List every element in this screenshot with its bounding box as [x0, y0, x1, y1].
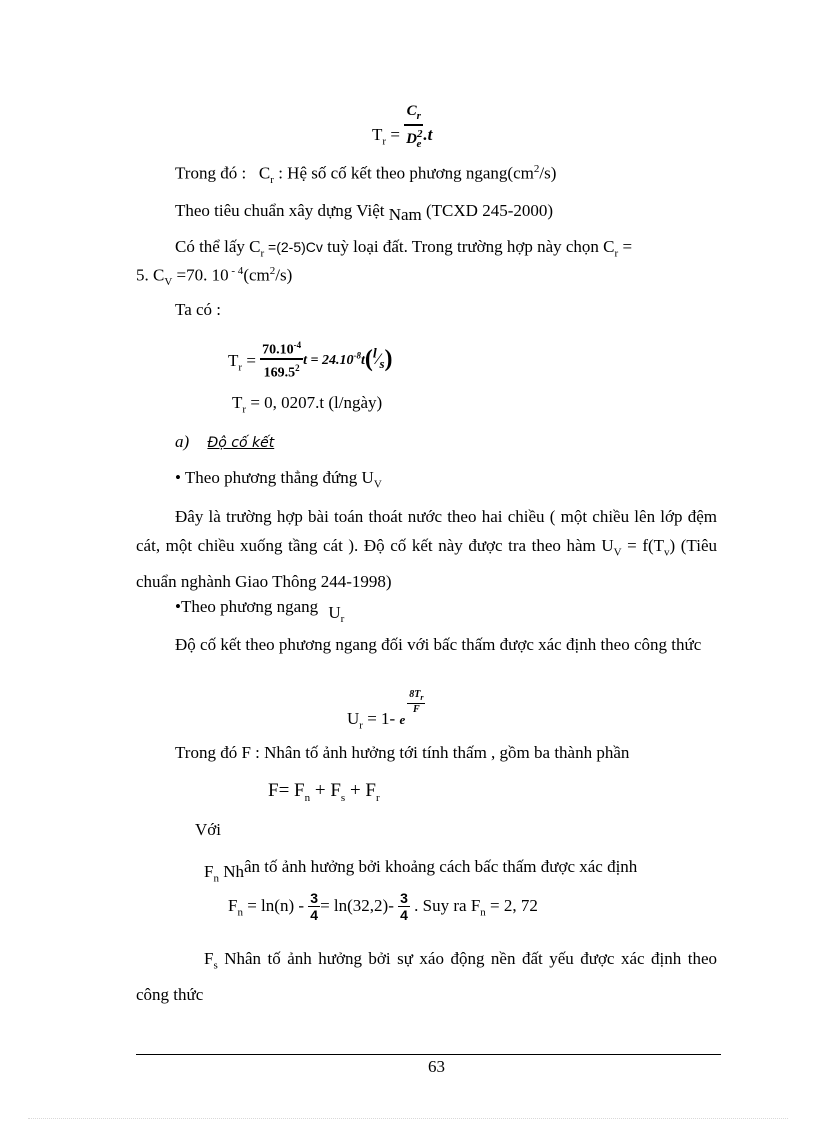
f-definition-line: Trong đó F : Nhân tố ảnh hưởng tới tính thấm , gồm ba thành phần: [175, 743, 630, 762]
vertical-consolidation-paragraph: Đây là trường hợp bài toán thoát nước theo hai chiều ( một chiều lên lớp đệm cát, một chiều xuống tầng cát ). Độ cố kết này được tra theo hàm $U_V = f(T_v)$ (Tiêu chuẩn nghành Giao Thông 244-1998): [136, 507, 717, 592]
formula-tr-definition: $T_r$ = $\frac{C_r}{D^2_e}$ .t: [372, 103, 433, 150]
page-number: 63: [428, 1057, 445, 1076]
formula-tr-result: $T_r = 0$, 0207.t (l/ngày): [232, 393, 383, 416]
bullet-icon: •: [175, 597, 181, 616]
page-edge-dots: [28, 1118, 788, 1119]
cr-choice-paragraph-line2: 5. $C_V =70$. 10 $^{- 4}(cm^2/s)$: [136, 265, 293, 289]
formula-ur: $U_r = 1-$ $_e$ $\frac{8T_r}{F}$: [347, 689, 424, 732]
cr-definition-line: Trong đó : $C_r$ : Hệ số cố kết theo phương $ngang(cm^2/s)$: [175, 163, 557, 187]
footer-rule: [136, 1054, 721, 1055]
fn-definition-line: $F_n$ Nhân tố ảnh hưởng bởi khoảng cách bấc thấm được xác định: [204, 857, 638, 885]
bullet-horizontal: •Theo phương ngang $U_r$: [175, 597, 345, 626]
formula-fn: $F_n = \ln(n)$ - $\frac{3}{4}$ = ln(32,2)- $\frac{3}{4}$ . Suy ra $F_n = 2$, 72: [228, 890, 538, 923]
ta-co-line: Ta có :: [175, 300, 222, 319]
bullet-icon: •: [175, 468, 181, 487]
cr-choice-paragraph: Có thể lấy $C_r =(2-5)Cv$ tuỳ loại đất. Trong trường hợp này chọn $C_r$ =: [175, 237, 633, 260]
standard-reference-line: Theo tiêu chuẩn xây dựng Việt Nam (TCXD 245-2000): [175, 201, 554, 224]
formula-f: $F= F_n + F_s + F_r$: [268, 780, 380, 804]
horizontal-consolidation-paragraph: Độ cố kết theo phương ngang đối với bấc thấm được xác định theo công thức: [175, 635, 702, 654]
voi-line: Với: [195, 820, 221, 839]
bullet-vertical: • Theo phương thẳng đứng $U_V$: [175, 468, 382, 491]
fs-definition-paragraph: $F_s$ Nhân tố ảnh hưởng bởi sự xáo động nền đất yếu được xác định theo công thức: [136, 949, 717, 1005]
section-heading: a) Độ cố kết: [175, 432, 275, 451]
formula-tr-computation: $T_r$ = $\frac{70.10^{-4}}{169.5^2}$ $t = 24.10^{-8}t(^l⁄_s)$: [228, 340, 393, 381]
